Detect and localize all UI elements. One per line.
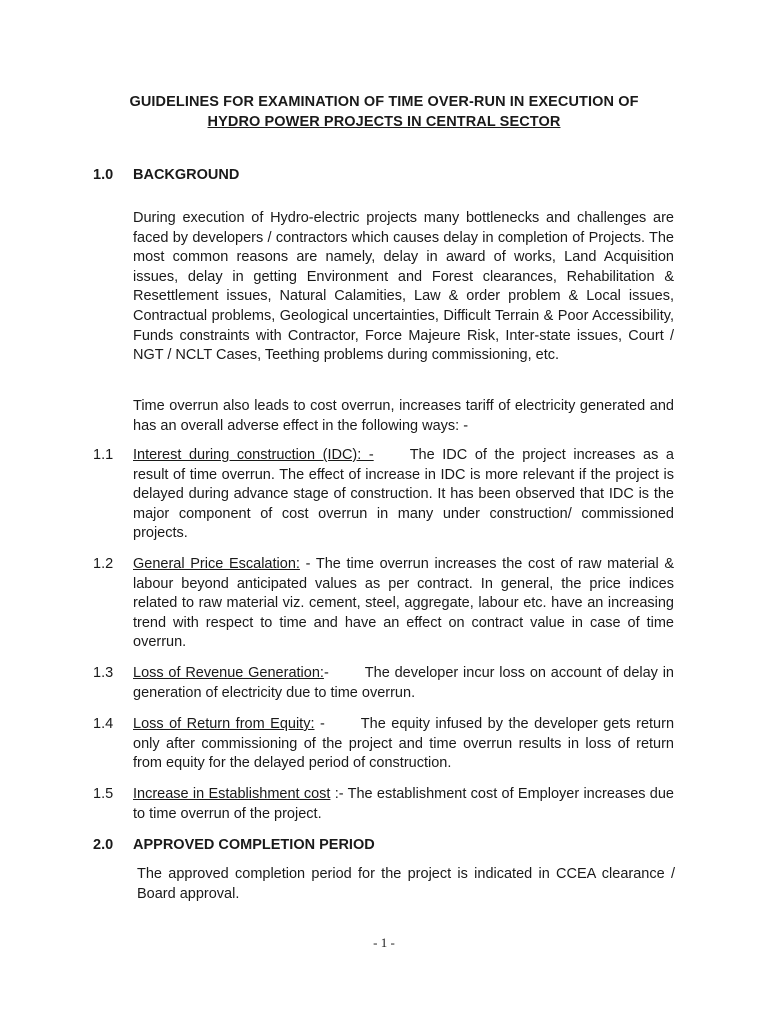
section-number: 1.0 <box>93 167 114 183</box>
document-title <box>0 92 768 132</box>
item-label: Increase in Establishment cost <box>133 786 331 802</box>
item-text: The developer incur loss on account of delay in generation of electricity due to time overrun. <box>133 665 674 701</box>
page-number: - 1 - <box>373 935 395 950</box>
item-idc <box>133 446 674 544</box>
item-price-escalation <box>133 555 674 653</box>
item-label: Loss of Return from Equity: <box>133 716 315 732</box>
item-label: Loss of Revenue Generation: <box>133 665 324 681</box>
item-separator: :- <box>330 786 348 802</box>
item-text: The IDC of the project increases as a result of time overrun. The effect of increase in IDC is more relevant if the project is delayed during advance stage of construction. It has been observed that IDC is the major component of cost overrun in many under construction/ commissioned projects. <box>133 447 674 542</box>
item-text: The equity infused by the developer gets return only after commissioning of the project and time overrun results in loss of return from equity for the delayed period of construction. <box>133 716 675 772</box>
completion-period-paragraph: The approved completion period for the project is indicated in CCEA clearance / Board approval. <box>137 866 675 902</box>
item-number: 1.5 <box>93 786 114 802</box>
section-title: BACKGROUND <box>133 167 240 183</box>
section-number: 2.0 <box>93 837 114 853</box>
background-paragraph-2: Time overrun also leads to cost overrun, increases tariff of electricity generated and has an overall adverse effect in the following ways: - <box>133 398 674 434</box>
item-establishment-cost <box>133 785 674 824</box>
title-line-1: GUIDELINES FOR EXAMINATION OF TIME OVER-RUN IN EXECUTION OF <box>129 94 639 110</box>
title-line-2: HYDRO POWER PROJECTS IN CENTRAL SECTOR <box>207 114 561 130</box>
item-equity-return <box>133 715 674 774</box>
item-number: 1.4 <box>93 716 114 732</box>
item-separator: - <box>323 665 329 681</box>
item-separator: - <box>314 716 325 732</box>
item-label: Interest during construction (IDC): - <box>133 447 374 463</box>
item-number: 1.3 <box>93 665 114 681</box>
item-number: 1.2 <box>93 556 114 572</box>
section-title: APPROVED COMPLETION PERIOD <box>133 837 375 853</box>
item-revenue-loss <box>133 664 674 703</box>
item-text: The establishment cost of Employer increases due to time overrun of the project. <box>133 786 674 822</box>
background-paragraph-1: During execution of Hydro-electric projects many bottlenecks and challenges are faced by developers / contractors which causes delay in completion of Projects. The most common reasons are namely, delay in award of works, Land Acquisition issues, delay in getting Environment and Forest clearances, Rehabilitation & Resettlement issues, Natural Calamities, Law & order problem & Local issues, Contractual problems, Geological uncertainties, Difficult Terrain & Poor Accessibility, Funds constraints with Contractor, Force Majeure Risk, Inter-state issues, Court / NGT / NCLT Cases, Teething problems during commissioning, etc. <box>133 210 674 364</box>
item-number: 1.1 <box>93 447 114 463</box>
item-label: General Price Escalation: <box>133 556 300 572</box>
item-separator: - <box>299 556 316 572</box>
item-text: The time overrun increases the cost of raw material & labour beyond anticipated values as per contract. In general, the price indices related to raw material viz. cement, steel, aggregate, labour etc. have an increasing trend with respect to time and have an effect on contract value in case of time overrun. <box>133 556 675 651</box>
